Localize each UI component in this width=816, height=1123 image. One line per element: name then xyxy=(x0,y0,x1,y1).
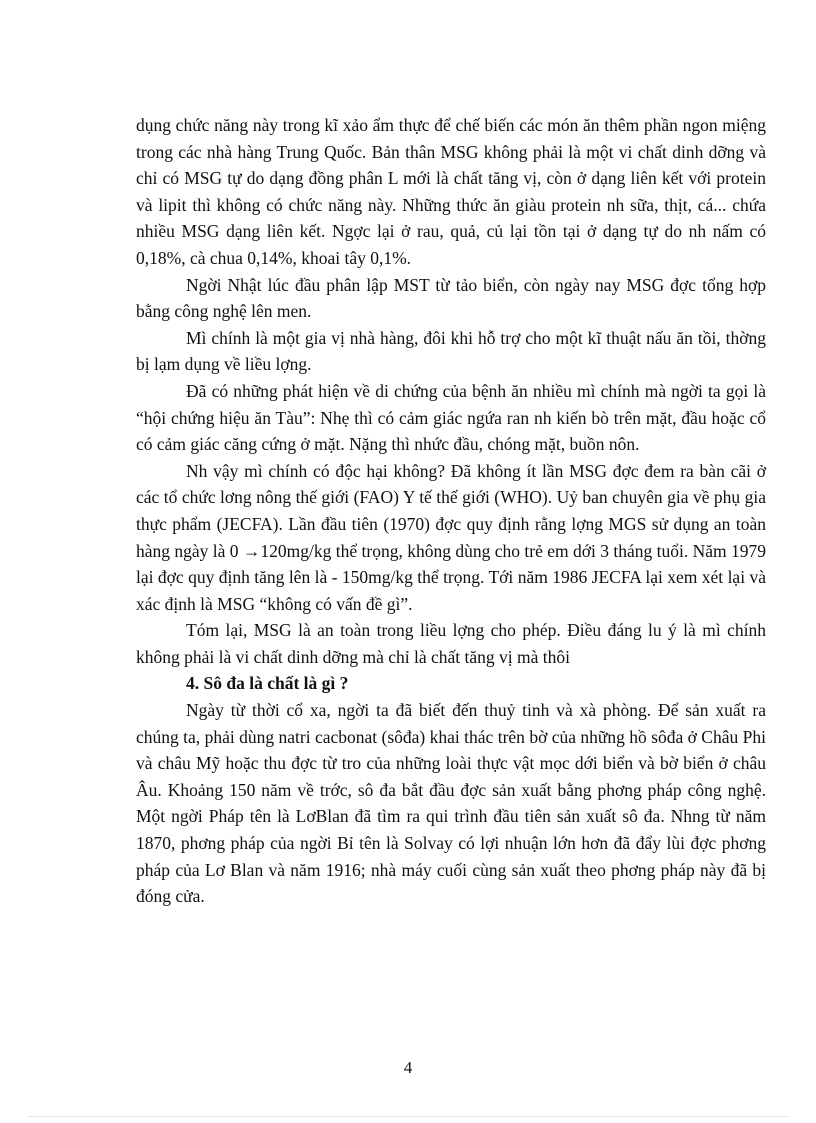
paragraph-msg-usage: Mì chính là một gia vị nhà hàng, đôi khi hỗ trợ cho một kĩ thuật nấu ăn tồi, thờng bị lạm dụng về liều lợng. xyxy=(136,327,766,375)
page-bottom-divider xyxy=(28,1116,788,1117)
paragraph-msg-conclusion: Tóm lại, MSG là an toàn trong liều lợng cho phép. Điều đáng lu ý là mì chính không phải là vi chất dinh dỡng mà chỉ là chất tăng vị mà thôi xyxy=(136,620,766,667)
paragraph-msg-safety: Nh vậy mì chính có độc hại không? Đã không ít lần MSG đợc đem ra bàn cãi ở các tổ chức lơng nông thế giới (FAO) Y tế thế giới (WHO). Uỷ ban chuyên gia về phụ gia thực phẩm (JECFA). Lần đầu tiên (1970) đợc quy định rằng lợng MGS sử dụng an toàn hàng ngày là 0 →120mg/kg thể trọng, không dùng cho trẻ em dới 3 tháng tuổi. Năm 1979 lại đợc quy định tăng lên là - 150mg/kg thể trọng. Tới năm 1986 JECFA lại xem xét lại và xác định là MSG “không có vấn đề gì”. xyxy=(136,460,766,614)
paragraph-msg-origin: Ngời Nhật lúc đầu phân lập MST từ tảo biển, còn ngày nay MSG đợc tổng hợp bằng công nghệ lên men. xyxy=(136,274,766,322)
paragraph-soda-history: Ngày từ thời cổ xa, ngời ta đã biết đến thuỷ tinh và xà phòng. Để sản xuất ra chúng ta, phải dùng natri cacbonat (sôđa) khai thác trên bờ của những hồ sôđa ở Châu Phi và châu Mỹ hoặc thu đợc từ tro của những loài thực vật mọc dới biển và bờ biển ở châu Âu. Khoảng 150 năm về trớc, sô đa bắt đầu đợc sản xuất bằng phơng pháp công nghệ. Một ngời Pháp tên là LơBlan đã tìm ra qui trình đầu tiên sản xuất sô đa. Nhng từ năm 1870, phơng pháp của ngời Bỉ tên là Solvay có lợi nhuận lớn hơn đã đẩy lùi đợc phơng pháp của Lơ Blan và năm 1916; nhà máy cuối cùng sản xuất theo phơng pháp này đã bị đóng cửa. xyxy=(136,700,766,907)
body-text xyxy=(136,112,766,910)
page-number: 4 xyxy=(403,1058,413,1077)
paragraph-msg-intro: dụng chức năng này trong kĩ xảo ẩm thực để chế biến các món ăn thêm phần ngon miệng trong các nhà hàng Trung Quốc. Bản thân MSG không phải là một vi chất dinh dỡng và chỉ có MSG tự do dạng đồng phân L mới là chất tăng vị, còn ở dạng liên kết với protein và lipit thì không có chức năng này. Những thức ăn giàu protein nh sữa, thịt, cá... chứa nhiều MSG dạng liên kết. Ngợc lại ở rau, quả, củ lại tồn tại ở dạng tự do nh nấm có 0,18%, cà chua 0,14%, khoai tây 0,1%. xyxy=(136,115,766,268)
paragraph-msg-syndrome: Đã có những phát hiện về di chứng của bệnh ăn nhiều mì chính mà ngời ta gọi là “hội chứng hiệu ăn Tàu”: Nhẹ thì có cảm giác ngứa ran nh kiến bò trên mặt, đầu hoặc cổ có cảm giác căng cứng ở mặt. Nặng thì nhức đầu, chóng mặt, buồn nôn. xyxy=(136,380,766,455)
section-heading: 4. Sô đa là chất là gì ? xyxy=(186,673,349,694)
